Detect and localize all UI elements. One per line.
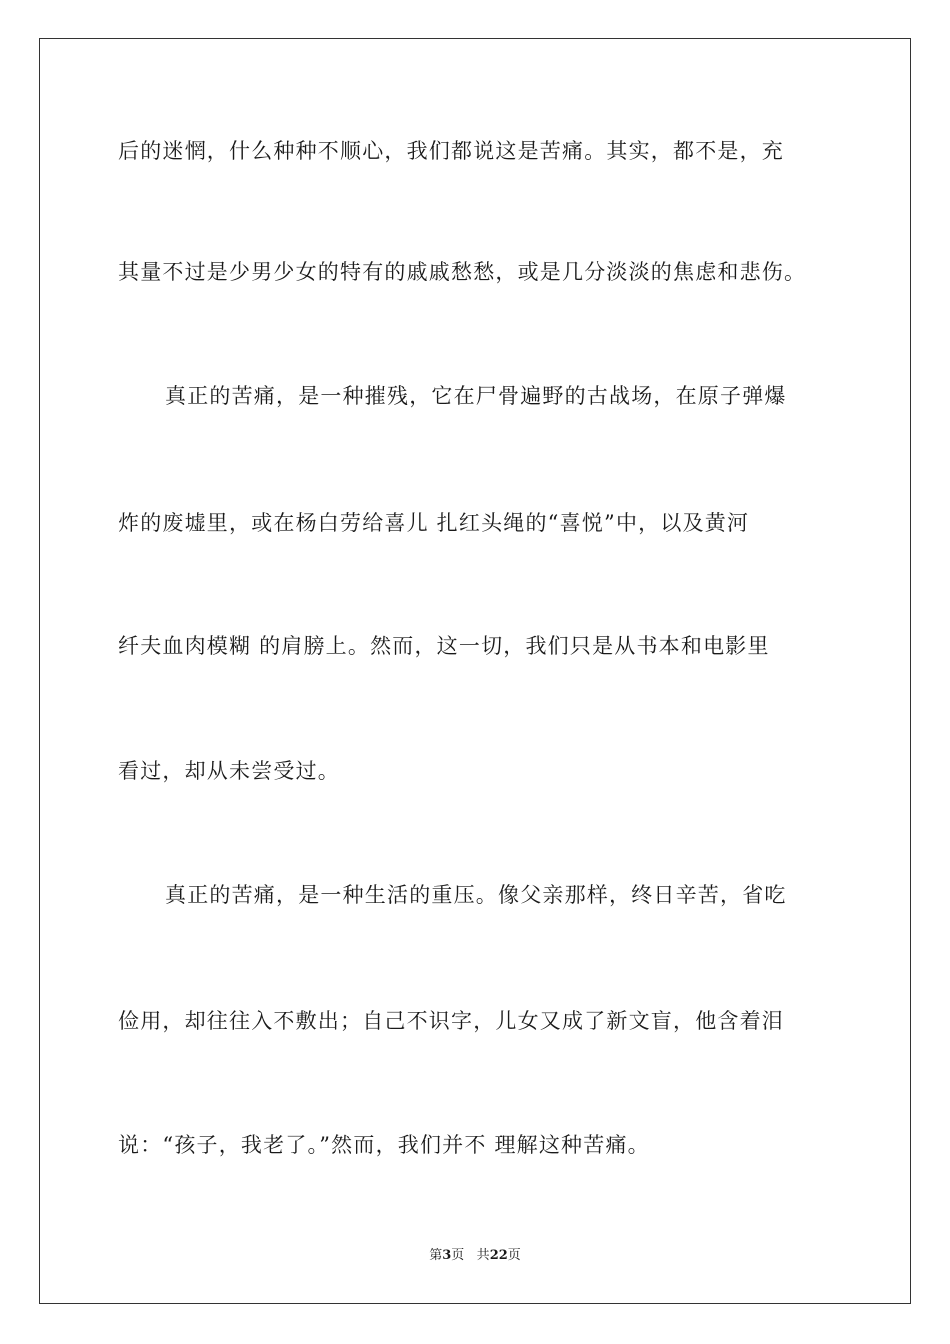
body-text-line: 说：“孩子，我老了。”然而，我们并不 理解这种苦痛。 bbox=[118, 1133, 650, 1157]
body-text-line: 俭用，却往往入不敷出；自己不识字，儿女又成了新文盲，他含着泪 bbox=[118, 1009, 784, 1033]
total-prefix: 共 bbox=[476, 1248, 490, 1263]
body-text-line: 看过，却从未尝受过。 bbox=[118, 759, 340, 783]
total-suffix: 页 bbox=[507, 1248, 521, 1263]
page-footer bbox=[0, 1247, 950, 1265]
body-text-line: 后的迷惘，什么种种不顺心，我们都说这是苦痛。其实，都不是，充 bbox=[118, 139, 784, 163]
total-pages: 22 bbox=[489, 1248, 508, 1263]
paragraph-start-line: 真正的苦痛，是一种生活的重压。像父亲那样，终日辛苦，省吃 bbox=[165, 883, 787, 907]
body-text-line: 炸的废墟里，或在杨白劳给喜儿 扎红头绳的“喜悦”中，以及黄河 bbox=[118, 511, 750, 535]
body-text-line: 其量不过是少男少女的特有的戚戚愁愁，或是几分淡淡的焦虑和悲伤。 bbox=[118, 260, 807, 284]
page-suffix: 页 bbox=[451, 1248, 465, 1263]
page-number: 3 bbox=[442, 1248, 452, 1263]
page-prefix: 第 bbox=[429, 1248, 443, 1263]
page-border bbox=[39, 38, 911, 1304]
body-text-line: 纤夫血肉模糊 的肩膀上。然而，这一切，我们只是从书本和电影里 bbox=[118, 634, 770, 658]
paragraph-start-line: 真正的苦痛，是一种摧残，它在尸骨遍野的古战场，在原子弹爆 bbox=[165, 384, 787, 408]
